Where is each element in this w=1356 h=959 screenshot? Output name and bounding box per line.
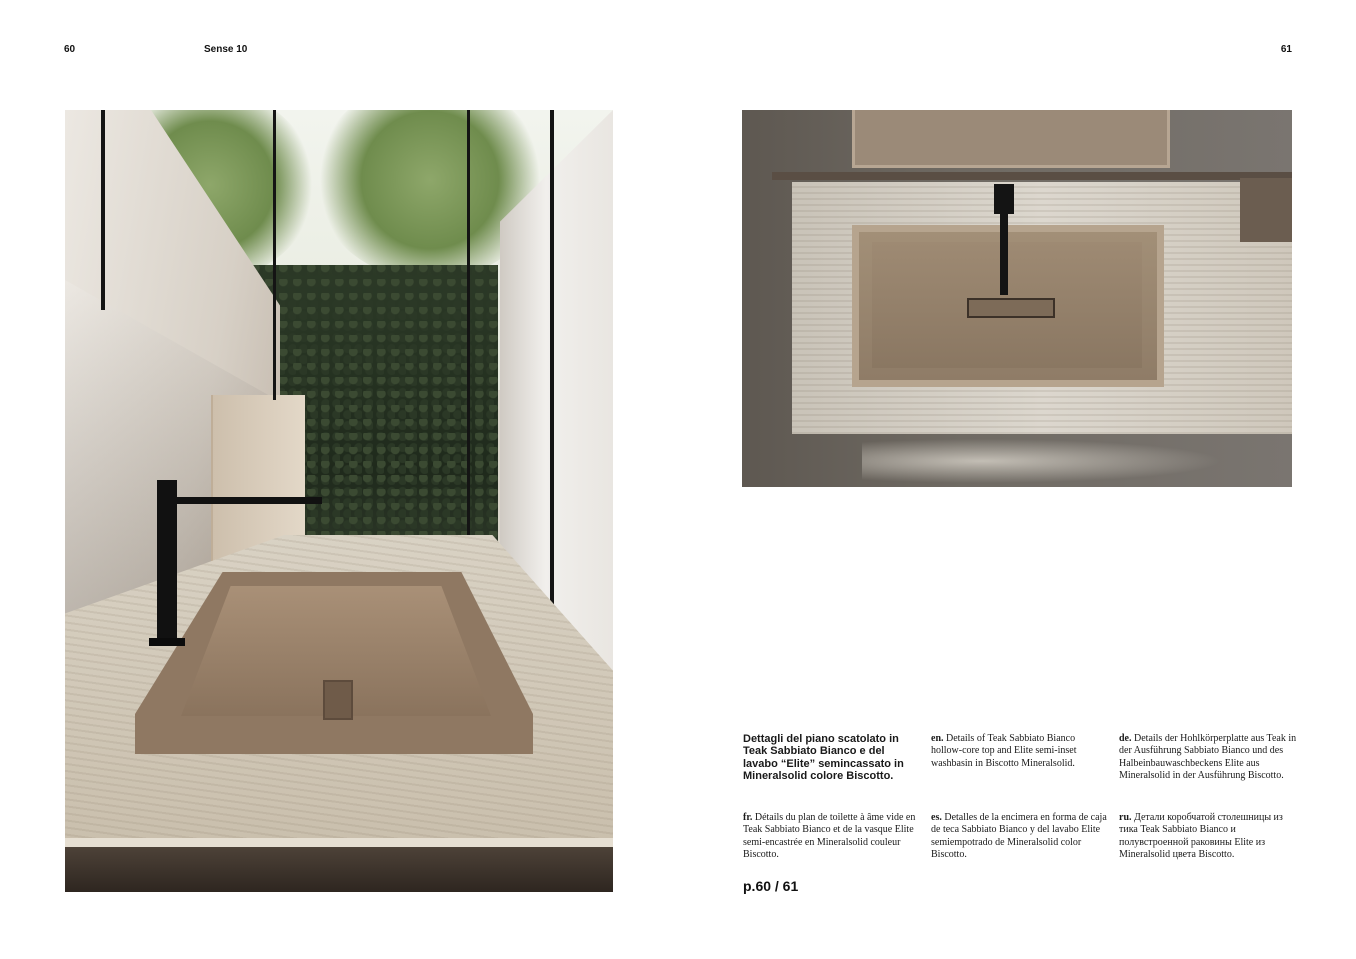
caption-lang-prefix: de. bbox=[1119, 733, 1132, 744]
caption-lang-prefix: es. bbox=[931, 812, 942, 823]
caption-french bbox=[743, 812, 923, 861]
left-page-number: 60 bbox=[64, 44, 76, 55]
caption-text: Детали коробчатой столешницы из тика Teak Sabbiato Bianco и полувстроенной раковины Elite из Mineralsolid цвета Biscotto. bbox=[1119, 812, 1283, 860]
side-cabinet bbox=[1240, 178, 1292, 242]
leaf-shadow bbox=[862, 435, 1262, 487]
window-frame bbox=[550, 110, 554, 650]
drain-icon bbox=[967, 298, 1055, 318]
caption-text: Details der Hohlkörperplatte aus Teak in der Ausführung Sabbiato Bianco und des Halbeinbauwaschbeckens Elite aus Mineralsolid in der Ausführung Biscotto. bbox=[1119, 733, 1297, 781]
right-page-number: 61 bbox=[1280, 44, 1292, 55]
caption-russian bbox=[1119, 812, 1299, 861]
caption-lang-prefix: fr. bbox=[743, 812, 753, 823]
caption-spanish bbox=[931, 812, 1111, 861]
metal-rail bbox=[772, 172, 1292, 180]
countertop-front bbox=[65, 847, 613, 892]
tap-spout bbox=[157, 497, 322, 504]
tap-base bbox=[149, 638, 185, 646]
bathroom-photo-perspective bbox=[65, 110, 613, 892]
drain-icon bbox=[323, 680, 353, 720]
caption-german bbox=[1119, 733, 1299, 782]
upper-washbasin bbox=[852, 110, 1170, 168]
collection-title: Sense 10 bbox=[204, 44, 248, 55]
caption-lang-prefix: en. bbox=[931, 733, 944, 744]
tap-head bbox=[994, 184, 1014, 214]
page-reference: p.60 / 61 bbox=[743, 878, 799, 894]
caption-text: Details of Teak Sabbiato Bianco hollow-core top and Elite semi-inset washbasin in Biscotto Mineralsolid. bbox=[931, 733, 1077, 769]
caption-english bbox=[931, 733, 1106, 770]
caption-lang-prefix: ru. bbox=[1119, 812, 1132, 823]
caption-italian: Dettagli del piano scatolato in Teak Sabbiato Bianco e del lavabo “Elite” semincassato in Mineralsolid colore Biscotto. bbox=[743, 733, 904, 783]
caption-text: Détails du plan de toilette à âme vide en Teak Sabbiato Bianco et de la vasque Elite semi-encastrée en Mineralsolid couleur Biscotto. bbox=[743, 812, 916, 860]
window-frame bbox=[101, 110, 105, 310]
window-frame bbox=[273, 110, 276, 400]
faucet-icon bbox=[157, 480, 177, 645]
bathroom-photo-top-view bbox=[742, 110, 1292, 487]
caption-text: Detalles de la encimera en forma de caja de teca Sabbiato Bianco y del lavabo Elite semiempotrado de Mineralsolid color Biscotto. bbox=[931, 812, 1107, 860]
